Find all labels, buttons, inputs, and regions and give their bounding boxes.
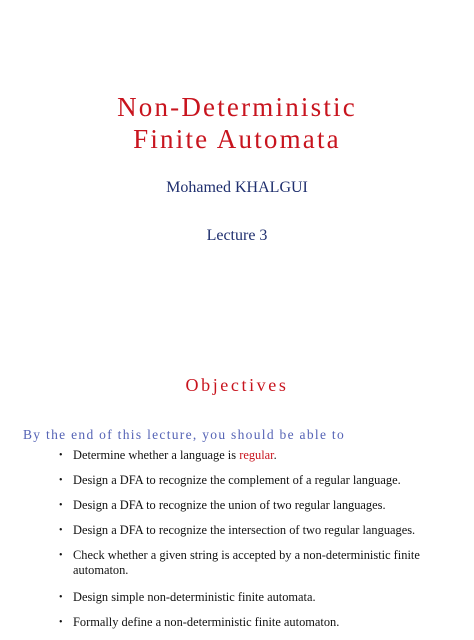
author-name: Mohamed KHALGUI — [166, 179, 308, 196]
objective-text-end: . — [273, 448, 277, 462]
title-line-2: Finite Automata — [133, 124, 341, 154]
objective-item: • Design a DFA to recognize the complement of a regular language. — [59, 473, 454, 488]
objective-item: • Check whether a given string is accepted by a non-deterministic finite automaton. — [59, 548, 454, 578]
objective-item: • Design simple non-deterministic finite automata. — [59, 590, 454, 605]
title-line-1: Non-Deterministic — [117, 92, 357, 122]
objective-item: • Design a DFA to recognize the union of two regular languages. — [59, 498, 454, 513]
objective-item — [59, 448, 454, 463]
lecture-number: Lecture 3 — [206, 227, 268, 244]
objective-text: Determine whether a language is — [73, 448, 240, 462]
objectives-heading: Objectives — [185, 375, 289, 395]
highlight-regular: regular — [239, 448, 274, 462]
objectives-intro: By the end of this lecture, you should be able to — [23, 427, 346, 442]
objective-item: • Formally define a non-deterministic finite automaton. — [59, 615, 454, 630]
objective-item: • Design a DFA to recognize the intersection of two regular languages. — [59, 523, 454, 538]
objectives-list — [59, 448, 454, 640]
